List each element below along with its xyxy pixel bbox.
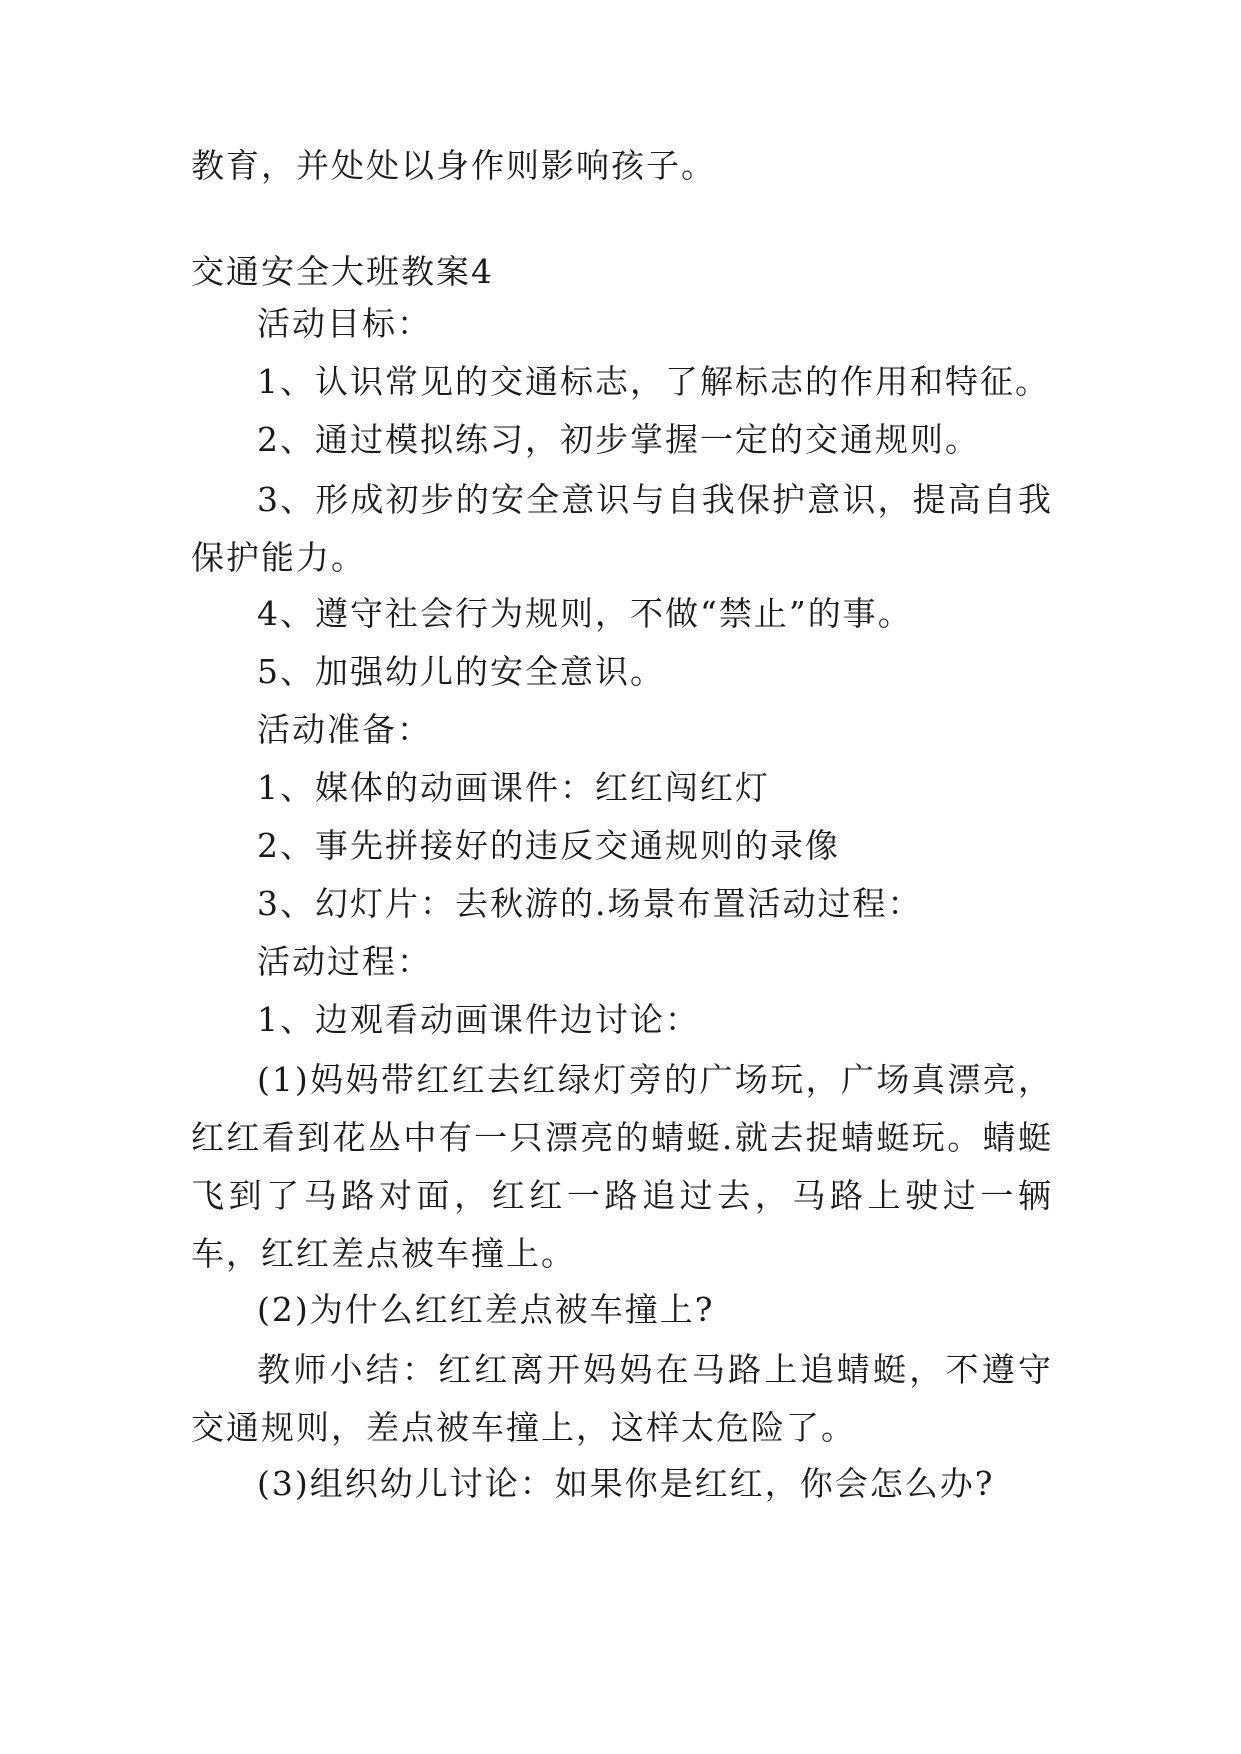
goals-heading: 活动目标： — [257, 304, 432, 343]
process-question: (2)为什么红红差点被车撞上? — [257, 1290, 715, 1329]
process-discussion: (3)组织幼儿讨论：如果你是红红，你会怎么办? — [257, 1464, 995, 1503]
goal-item: 2、通过模拟练习，初步掌握一定的交通规则。 — [257, 420, 980, 459]
process-heading: 活动过程： — [257, 942, 432, 981]
process-paragraph: (1)妈妈带红红去红绿灯旁的广场玩，广场真漂亮，红红看到花丛中有一只漂亮的蜻蜓.就去捉蜻蜓玩。蜻蜓飞到了马路对面，红红一路追过去，马路上驶过一辆车，红红差点被车撞上。 — [191, 1060, 1053, 1273]
goal-item: 4、遵守社会行为规则，不做“禁止”的事。 — [257, 594, 913, 633]
process-item: 1、边观看动画课件边讨论： — [257, 1000, 700, 1039]
prep-heading: 活动准备： — [257, 710, 432, 749]
goal-item: 1、认识常见的交通标志，了解标志的作用和特征。 — [257, 362, 1050, 401]
section-title: 交通安全大班教案4 — [191, 252, 494, 291]
teacher-summary: 教师小结：红红离开妈妈在马路上追蜻蜓，不遵守交通规则，差点被车撞上，这样太危险了。 — [191, 1350, 1053, 1447]
prep-item: 2、事先拼接好的违反交通规则的录像 — [257, 826, 840, 865]
prep-item: 1、媒体的动画课件：红红闯红灯 — [257, 768, 770, 807]
prep-item: 3、幻灯片：去秋游的.场景布置活动过程： — [257, 884, 923, 923]
goal-item: 5、加强幼儿的安全意识。 — [257, 652, 665, 691]
intro-tail-text: 教育，并处处以身作则影响孩子。 — [191, 146, 716, 185]
goal-item: 3、形成初步的安全意识与自我保护意识，提高自我保护能力。 — [191, 480, 1053, 577]
